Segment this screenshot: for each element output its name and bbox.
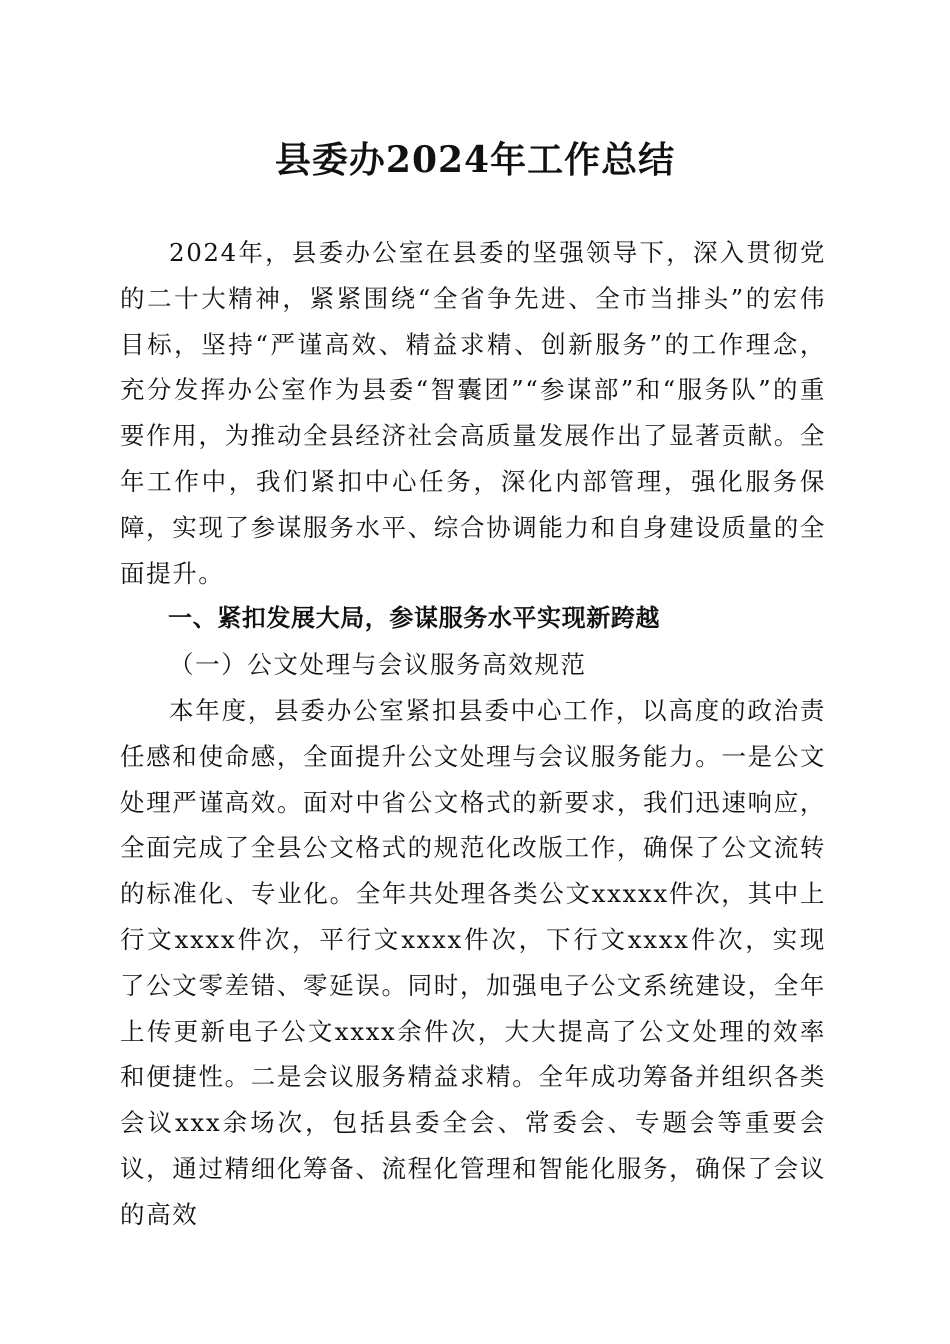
document-body bbox=[120, 230, 826, 1238]
subsection-1-paragraph: 本年度，县委办公室紧扣县委中心工作，以高度的政治责任感和使命感，全面提升公文处理与会议服务能力。一是公文处理严谨高效。面对中省公文格式的新要求，我们迅速响应，全面完成了全县公文格式的规范化改版工作，确保了公文流转的标准化、专业化。全年共处理各类公文xxxxx件次，其中上行文xxxx件次，平行文xxxx件次，下行文xxxx件次，实现了公文零差错、零延误。同时，加强电子公文系统建设，全年上传更新电子公文xxxx余件次，大大提高了公文处理的效率和便捷性。二是会议服务精益求精。全年成功筹备并组织各类会议xxx余场次，包括县委全会、常委会、专题会等重要会议，通过精细化筹备、流程化管理和智能化服务，确保了会议的高效 bbox=[120, 695, 826, 1229]
document-title: 县委办2024年工作总结 bbox=[274, 139, 676, 181]
subsection-heading-1: （一）公文处理与会议服务高效规范 bbox=[169, 650, 587, 680]
section-heading-1: 一、紧扣发展大局，参谋服务水平实现新跨越 bbox=[168, 604, 660, 633]
intro-paragraph: 2024年，县委办公室在县委的坚强领导下，深入贯彻党的二十大精神，紧紧围绕“全省争先进、全市当排头”的宏伟目标，坚持“严谨高效、精益求精、创新服务”的工作理念，充分发挥办公室作为县委“智囊团”“参谋部”和“服务队”的重要作用，为推动全县经济社会高质量发展作出了显著贡献。全年工作中，我们紧扣中心任务，深化内部管理，强化服务保障，实现了参谋服务水平、综合协调能力和自身建设质量的全面提升。 bbox=[120, 238, 826, 588]
